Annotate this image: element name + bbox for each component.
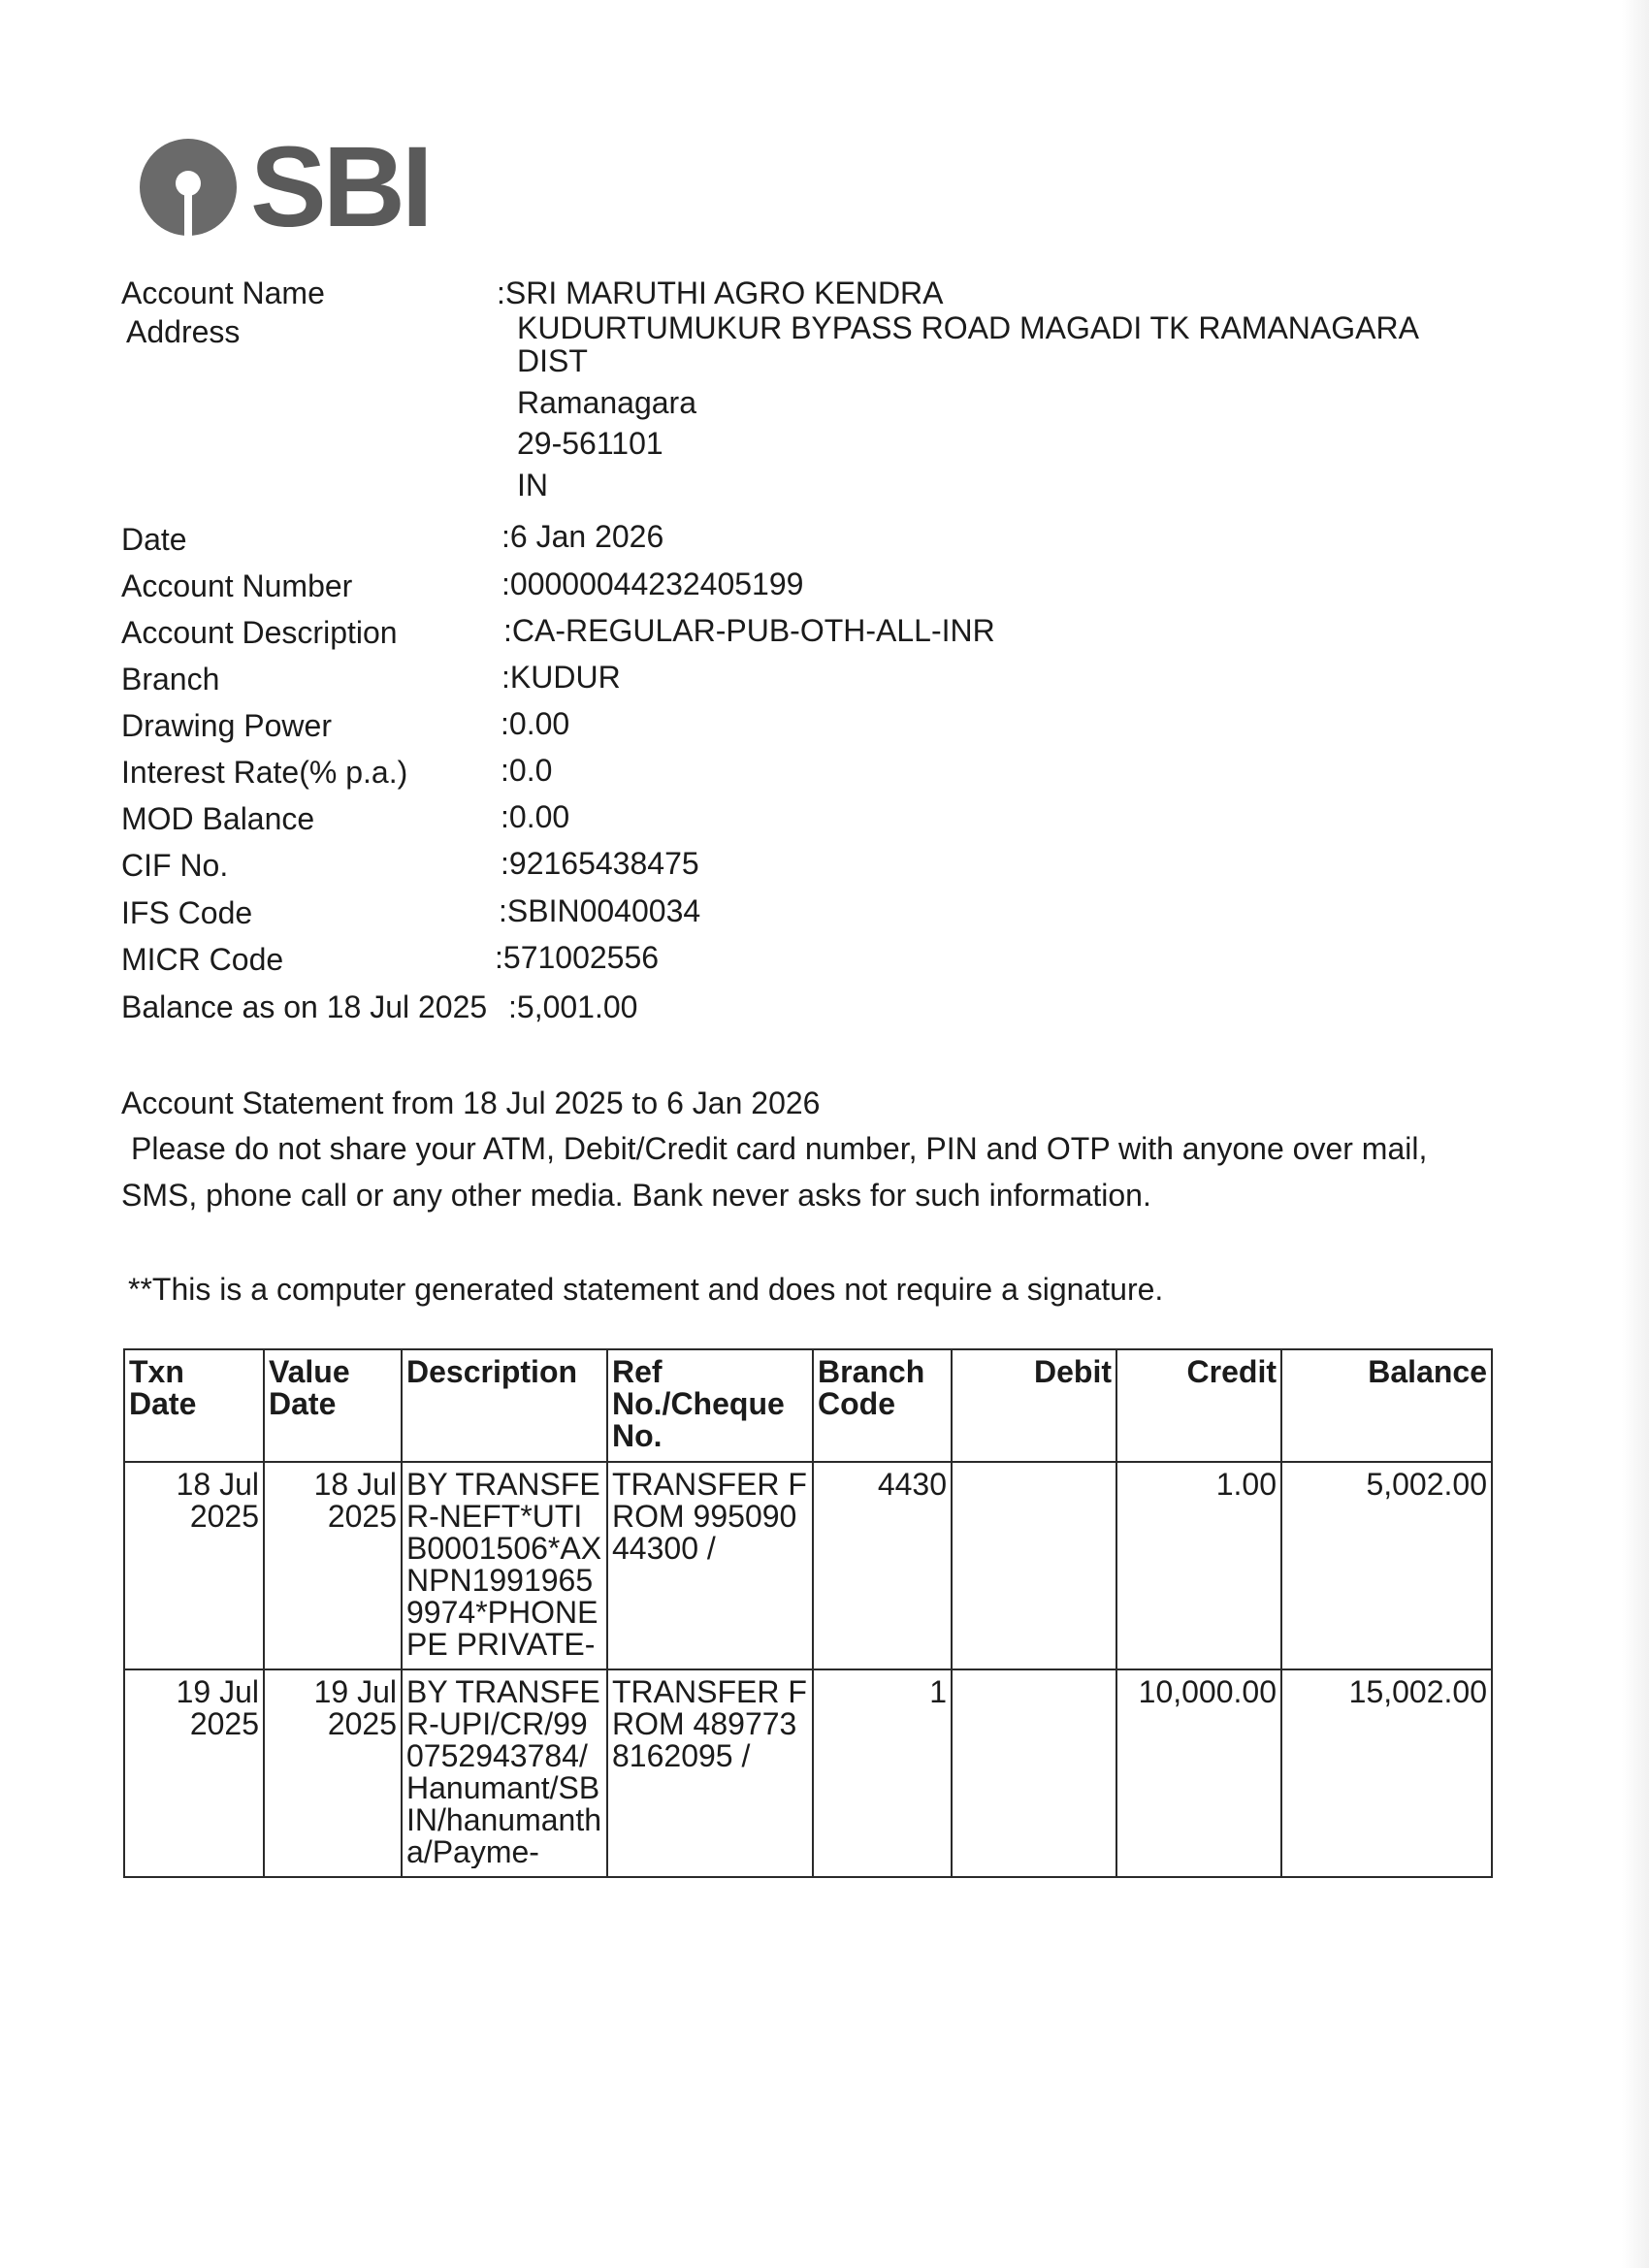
cell-description (402, 1462, 607, 1669)
field-value-branch: :KUDUR (501, 660, 621, 695)
field-value-interest-rate: :0.0 (501, 753, 553, 788)
table-header-row (124, 1349, 1492, 1462)
computer-generated-note: **This is a computer generated statement and does not require a signature. (128, 1272, 1164, 1307)
header-ref-cheque-no: Ref No./Cheque No. (607, 1349, 813, 1462)
field-label-interest-rate: Interest Rate(% p.a.) (121, 755, 408, 790)
statement-period: Account Statement from 18 Jul 2025 to 6 Jan 2026 (121, 1085, 821, 1120)
field-label-cif-no: CIF No. (121, 848, 229, 883)
field-label-date: Date (121, 522, 187, 557)
header-balance: Balance (1281, 1349, 1492, 1462)
cell-value-date: 19 Jul 2025 (264, 1669, 402, 1877)
field-value-micr-code: :571002556 (495, 940, 660, 975)
header-debit: Debit (952, 1349, 1116, 1462)
table-row (124, 1669, 1492, 1877)
header-txn-date: Txn Date (124, 1349, 264, 1462)
table-row (124, 1462, 1492, 1669)
account-name-label: Account Name (121, 275, 325, 310)
balance-as-on-value: :5,001.00 (508, 989, 638, 1024)
sbi-keyhole-logo-icon (134, 133, 242, 242)
cell-txn-date: 19 Jul 2025 (124, 1669, 264, 1877)
cell-credit: 1.00 (1116, 1462, 1281, 1669)
field-value-ifs-code: :SBIN0040034 (499, 893, 701, 928)
address-line-2: DIST (517, 343, 588, 378)
address-label: Address (126, 314, 241, 349)
cell-value-date: 18 Jul 2025 (264, 1462, 402, 1669)
cell-branch-code: 1 (813, 1669, 952, 1877)
address-line-5: IN (517, 468, 548, 502)
field-label-mod-balance: MOD Balance (121, 801, 315, 836)
header-description: Description (402, 1349, 607, 1462)
address-line-1: KUDURTUMUKUR BYPASS ROAD MAGADI TK RAMANAGARA (517, 310, 1419, 345)
balance-as-on-label: Balance as on 18 Jul 2025 (121, 989, 488, 1024)
field-value-mod-balance: :0.00 (501, 799, 570, 834)
field-label-ifs-code: IFS Code (121, 895, 253, 930)
transactions-table (123, 1348, 1493, 1878)
sbi-logo-text: SBI (250, 123, 430, 251)
address-line-3: Ramanagara (517, 385, 696, 420)
field-label-account-number: Account Number (121, 568, 353, 603)
security-warning-line-2: SMS, phone call or any other media. Bank never asks for such information. (121, 1178, 1151, 1213)
description-text: BY TRANSFER-NEFT*UTIB0001506*AXNPN19919659974*PHONEPE PRIVATE- (406, 1469, 602, 1661)
field-label-drawing-power: Drawing Power (121, 708, 332, 743)
field-label-branch: Branch (121, 662, 220, 697)
cell-debit (952, 1669, 1116, 1877)
cell-description (402, 1669, 607, 1877)
description-text: BY TRANSFER-UPI/CR/990752943784/Hanumant/SBIN/hanumantha/Payme- (406, 1676, 602, 1868)
cell-balance: 15,002.00 (1281, 1669, 1492, 1877)
header-credit: Credit (1116, 1349, 1281, 1462)
cell-ref: TRANSFER FROM 4897738162095 / (607, 1669, 813, 1877)
field-label-account-description: Account Description (121, 615, 398, 650)
cell-ref: TRANSFER FROM 99509044300 / (607, 1462, 813, 1669)
cell-branch-code: 4430 (813, 1462, 952, 1669)
address-line-4: 29-561101 (517, 426, 663, 461)
account-name-value: :SRI MARUTHI AGRO KENDRA (497, 275, 944, 310)
field-value-drawing-power: :0.00 (501, 706, 570, 741)
sbi-logo (134, 123, 430, 251)
security-warning-line-1: Please do not share your ATM, Debit/Credit card number, PIN and OTP with anyone over mail, (131, 1131, 1428, 1166)
cell-txn-date: 18 Jul 2025 (124, 1462, 264, 1669)
field-value-account-number: :00000044232405199 (501, 567, 804, 601)
page-edge (1622, 0, 1649, 2268)
field-label-micr-code: MICR Code (121, 942, 284, 977)
field-value-cif-no: :92165438475 (501, 846, 699, 881)
field-value-date: :6 Jan 2026 (501, 519, 664, 554)
cell-balance: 5,002.00 (1281, 1462, 1492, 1669)
field-value-account-description: :CA-REGULAR-PUB-OTH-ALL-INR (503, 613, 995, 648)
cell-debit (952, 1462, 1116, 1669)
header-branch-code: Branch Code (813, 1349, 952, 1462)
cell-credit: 10,000.00 (1116, 1669, 1281, 1877)
header-value-date: Value Date (264, 1349, 402, 1462)
